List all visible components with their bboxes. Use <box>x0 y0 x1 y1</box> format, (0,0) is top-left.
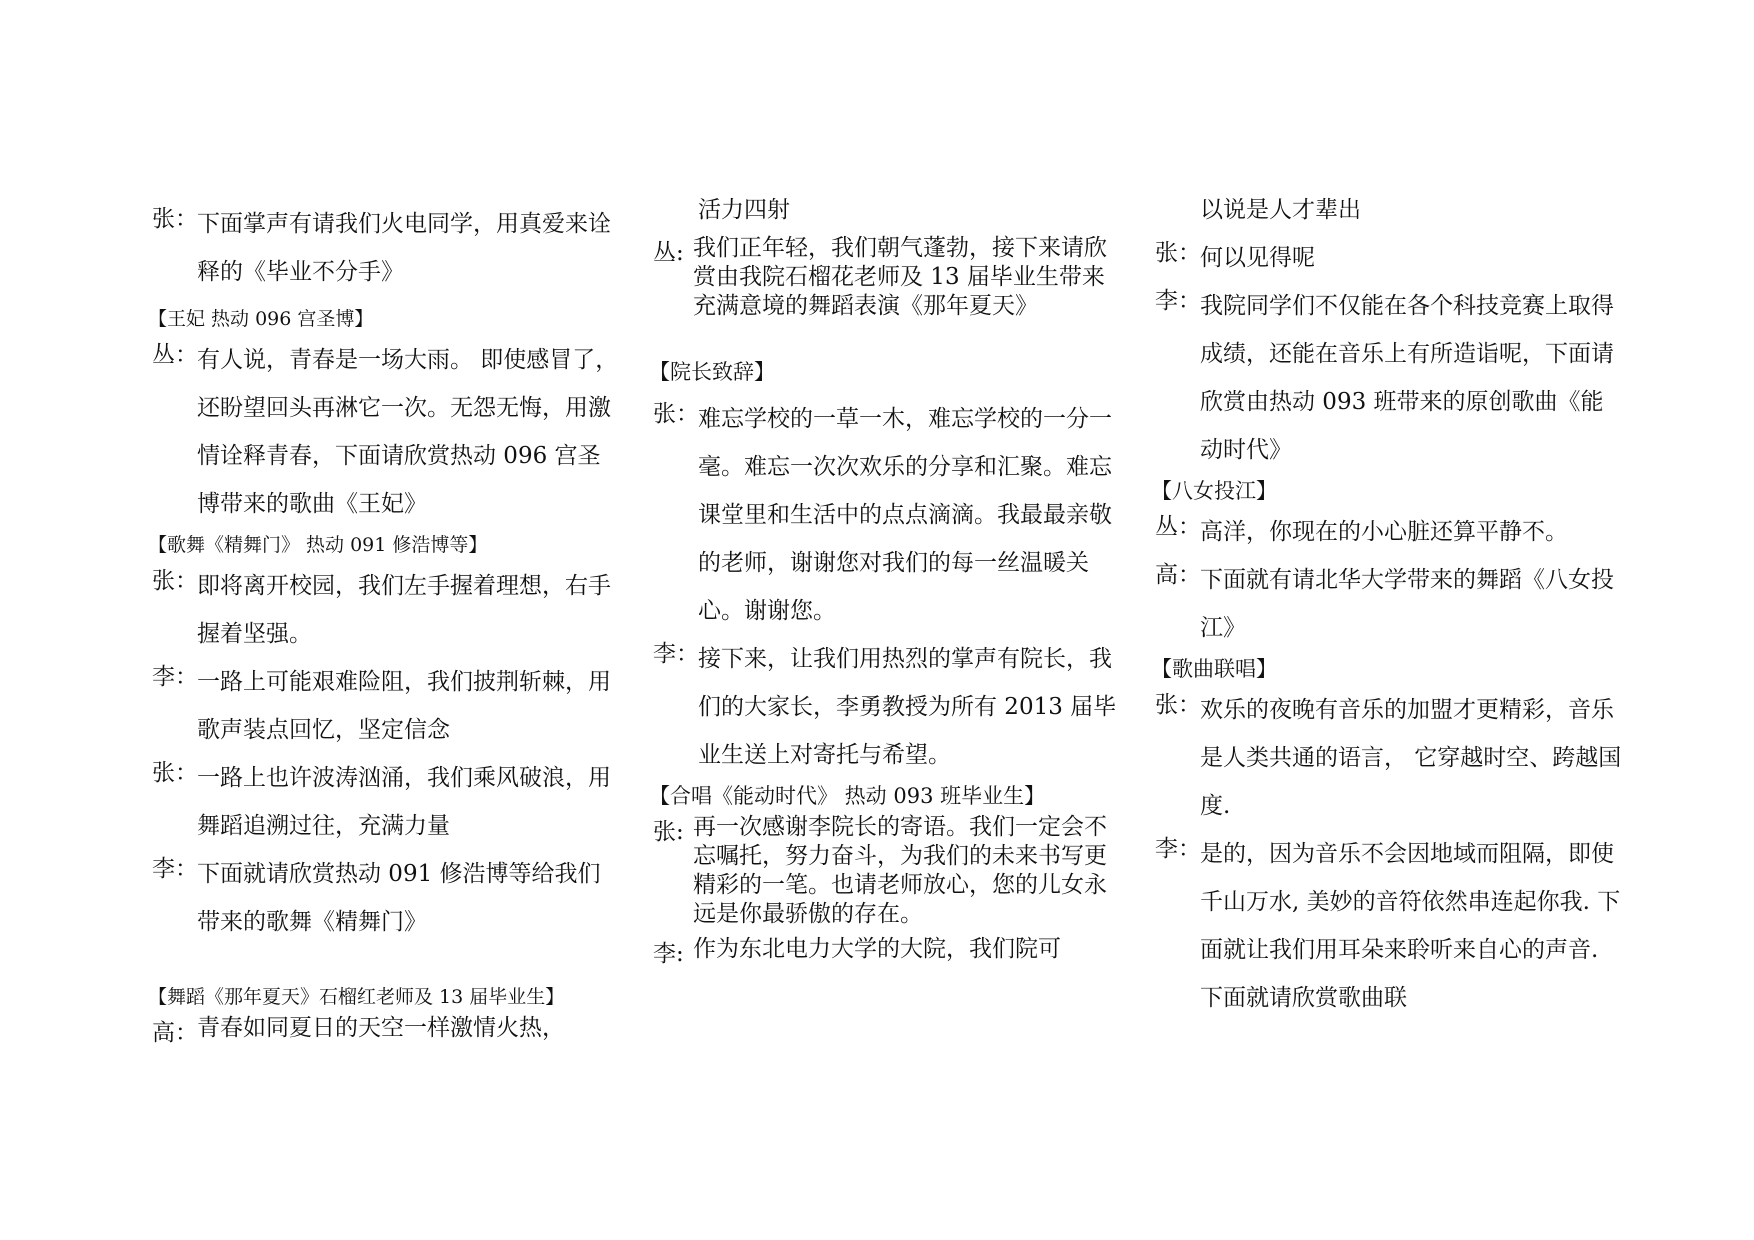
speaker-label: 丛： <box>1155 514 1201 540</box>
speech-line <box>152 336 622 528</box>
speech-line <box>152 1014 622 1047</box>
speaker-label: 高： <box>152 1020 198 1046</box>
section-heading: 【合唱《能动时代》 热动 093 班毕业生】 <box>649 784 1046 808</box>
speech-text: 下面就请欣赏热动 091 修浩博等给我们带来的歌舞《精舞门》 <box>197 861 601 935</box>
speech-text: 接下来，让我们用热烈的掌声有院长，我们的大家长，李勇教授为所有 2013 届毕业生送上对寄托与希望。 <box>698 646 1117 768</box>
section-heading: 【歌曲联唱】 <box>1151 657 1277 681</box>
speech-line <box>1155 830 1625 1022</box>
speaker-label: 李： <box>1155 288 1201 314</box>
section-heading: 【舞蹈《那年夏天》石榴红老师及 13 届毕业生】 <box>148 986 565 1008</box>
speech-text: 我们正年轻，我们朝气蓬勃，接下来请欣赏由我院石榴花老师及 13 届毕业生带来充满意境的舞蹈表演《那年夏天》 <box>693 235 1107 319</box>
speech-line <box>152 200 622 296</box>
speaker-label: 丛: <box>653 240 684 266</box>
speech-text: 欢乐的夜晚有音乐的加盟才更精彩，音乐是人类共通的语言， 它穿越时空、跨越国度. <box>1200 697 1622 819</box>
speech-text: 一路上可能艰难险阻，我们披荆斩棘，用歌声装点回忆，坚定信念 <box>197 669 611 743</box>
speech-text: 我院同学们不仅能在各个科技竞赛上取得成绩，还能在音乐上有所造诣呢，下面请欣赏由热动 093 班带来的原创歌曲《能动时代》 <box>1200 293 1614 463</box>
speaker-label: 张： <box>1155 240 1201 266</box>
speaker-label: 高： <box>1155 562 1201 588</box>
speech-line <box>152 562 622 658</box>
speaker-label: 李： <box>152 856 198 882</box>
continuation-text: 以说是人才辈出 <box>1200 197 1361 223</box>
speaker-label: 张： <box>152 206 198 232</box>
speech-text: 下面掌声有请我们火电同学，用真爱来诠释的《毕业不分手》 <box>197 211 611 285</box>
speech-line <box>152 754 622 850</box>
speaker-label: 李： <box>152 664 198 690</box>
speech-text: 下面就有请北华大学带来的舞蹈《八女投江》 <box>1200 567 1614 641</box>
speaker-label: 张： <box>152 760 198 786</box>
speech-line <box>1155 556 1625 652</box>
speech-line <box>653 635 1123 779</box>
column-3 <box>1151 197 1625 1022</box>
section-heading: 【王妃 热动 096 宫圣博】 <box>148 308 374 330</box>
speaker-label: 丛： <box>152 342 198 368</box>
section-heading: 【八女投江】 <box>1151 479 1277 503</box>
speech-line <box>1155 282 1625 474</box>
speaker-label: 张: <box>653 819 684 845</box>
speech-line <box>1155 508 1625 556</box>
speech-text: 即将离开校园，我们左手握着理想，右手握着坚强。 <box>197 573 611 647</box>
column-2 <box>649 197 1123 968</box>
column-1 <box>148 200 622 1047</box>
speech-text: 有人说，青春是一场大雨。 即使感冒了，还盼望回头再淋它一次。无怨无悔，用激情诠释青春，下面请欣赏热动 096 宫圣博带来的歌曲《王妃》 <box>197 347 619 517</box>
section-heading: 【歌舞《精舞门》 热动 091 修浩博等】 <box>148 534 488 556</box>
speech-line <box>1155 234 1625 282</box>
speaker-label: 李： <box>1155 836 1201 862</box>
speaker-label: 张： <box>653 401 699 427</box>
speech-line <box>653 395 1123 635</box>
speech-line <box>653 234 1123 321</box>
speaker-label: 李： <box>653 641 699 667</box>
speech-text: 何以见得呢 <box>1200 245 1315 271</box>
speech-text: 一路上也许波涛汹涌，我们乘风破浪，用舞蹈追溯过往，充满力量 <box>197 765 611 839</box>
speech-line <box>653 935 1123 968</box>
speaker-label: 张： <box>1155 692 1201 718</box>
speaker-label: 张： <box>152 568 198 594</box>
speech-text: 青春如同夏日的天空一样激情火热， <box>197 1015 565 1041</box>
speech-text: 高洋，你现在的小心脏还算平静不。 <box>1200 519 1568 545</box>
speech-line <box>1155 686 1625 830</box>
speech-text: 再一次感谢李院长的寄语。我们一定会不忘嘱托，努力奋斗，为我们的未来书写更精彩的一笔。也请老师放心，您的儿女永远是你最骄傲的存在。 <box>693 814 1107 927</box>
speech-text: 作为东北电力大学的大院，我们院可 <box>693 936 1061 962</box>
speech-line <box>152 850 622 946</box>
speaker-label: 李: <box>653 941 684 967</box>
continuation-text: 活力四射 <box>698 197 790 223</box>
speech-text: 是的，因为音乐不会因地域而阻隔，即使千山万水, 美妙的音符依然串连起你我. 下面就让我们用耳朵来聆听来自心的声音. 下面就请欣赏歌曲联 <box>1200 841 1621 1011</box>
speech-line <box>152 658 622 754</box>
speech-line <box>653 813 1123 929</box>
section-heading: 【院长致辞】 <box>649 360 775 384</box>
speech-text: 难忘学校的一草一木，难忘学校的一分一毫。难忘一次次欢乐的分享和汇聚。难忘课堂里和生活中的点点滴滴。我最最亲敬的老师，谢谢您对我们的每一丝温暖关心。谢谢您。 <box>698 406 1112 624</box>
